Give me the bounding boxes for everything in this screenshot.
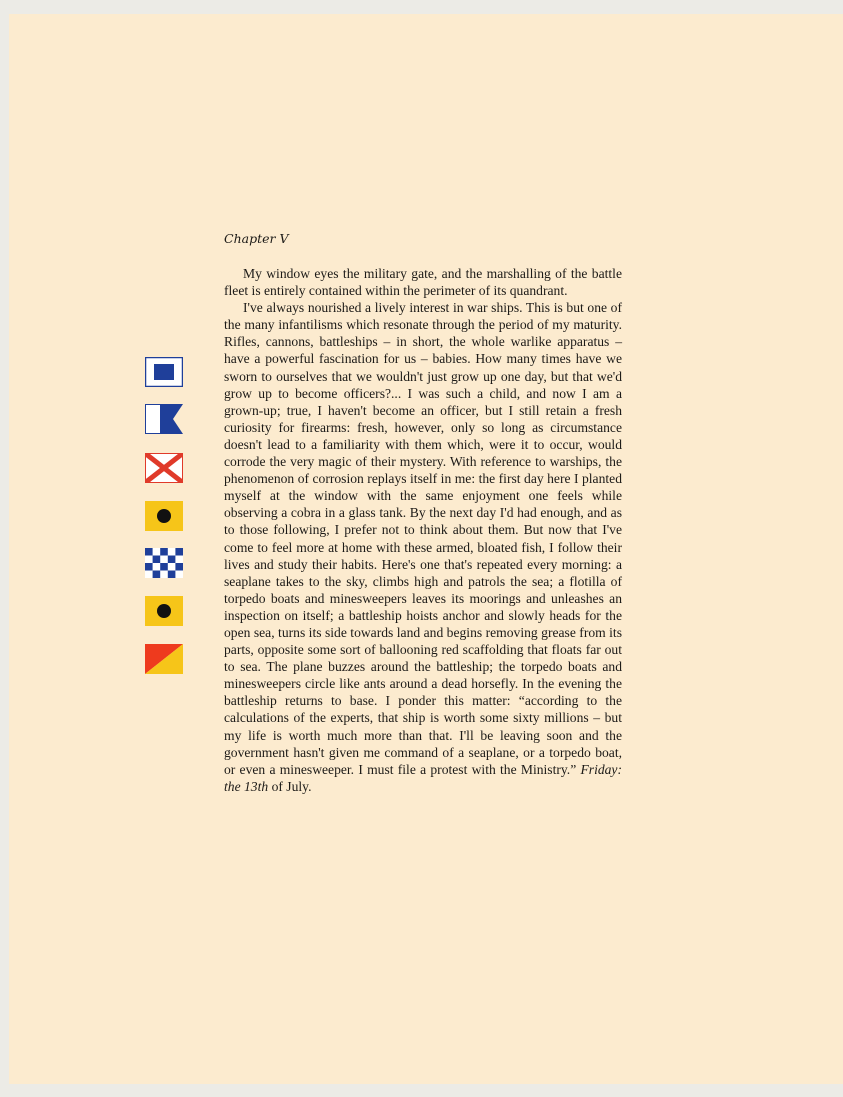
signal-flag-blue-white-checkered-icon [145,548,183,578]
signal-flag-swallowtail-white-blue-icon [145,404,183,434]
signal-flag-yellow-black-disc-icon [145,501,183,531]
signal-flag-red-yellow-diagonal-icon [145,644,183,674]
chapter-body [224,265,622,795]
chapter-heading: Chapter V [224,231,289,246]
paragraph-1 [224,265,622,299]
paragraph-2-tail: of July. [268,778,312,794]
paragraph-1-text: My window eyes the military gate, and the marshalling of the battle fleet is entirely contained within the perimeter of its quandrant. [224,266,622,299]
signal-flag-yellow-black-disc-icon [145,596,183,626]
paragraph-2-italic-date: Friday: the 13th [224,761,622,794]
signal-flag-red-saltire-white-icon [145,453,183,483]
paragraph-2-text: I've always nourished a lively interest in war ships. This is but one of the many infantilisms which resonate through the period of my maturity. Rifles, cannons, battleships – in short, the whole warlike apparatus – have a powerful fascination for us – babies. How many times have we sworn to ourselves that we wouldn't just grow up one day, but that we'd grow up to become officers?... I was such a child, and now I am a grown-up; true, I haven't become an officer, but I still retain a fresh curiosity for firearms: fresh, however, only so long as circumstance doesn't lead to a familiarity with them which, were it to occur, would corrode the very magic of their mystery. With reference to warships, the phenomenon of corrosion replays itself in me: the first day here I planted myself at the window with the same enjoyment one feels while observing a cobra in a glass tank. By the next day I'd had enough, and as to those following, I prefer not to think about them. But now that I've come to feel more at home with these armed, bloated fish, I follow their lives and study their habits. Here's one that's repeated every morning: a seaplane takes to the sky, climbs high and patrols the sea; a flotilla of torpedo boats and minesweepers leaves its moorings and unleashes an inspection on itself; a battleship hoists anchor and slowly heads for the open sea, turns its side towards land and begins removing grease from its parts, opposite some sort of ballooning red scaffolding that floats far out to sea. The plane buzzes around the battleship; the torpedo boats and minesweepers circle like ants around a dead horsefly. In the evening the battleship returns to base. I ponder this matter: “according to the calculations of the experts, that ship is worth some sixty millions – but my life is worth much more than that. I'll be leaving soon and the government hasn't given me command of a seaplane, or a torpedo boat, or even a minesweeper. I must file a protest with the Ministry.” [224,300,622,777]
paragraph-2 [224,299,622,795]
signal-flag-blue-square-white-border-icon [145,357,183,387]
